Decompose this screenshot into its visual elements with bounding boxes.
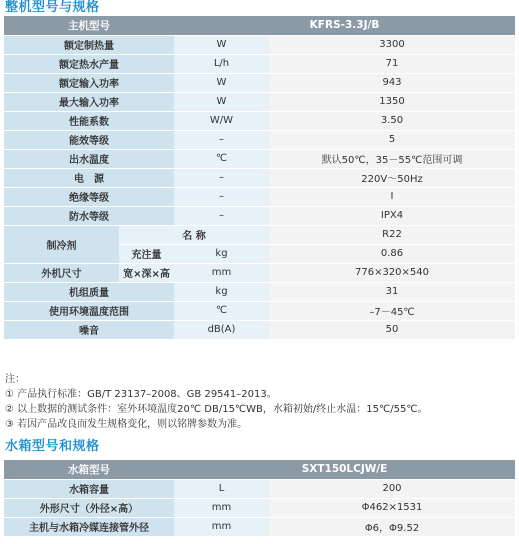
row-label: 最大输入功率 [4, 92, 174, 111]
row-unit: L [174, 479, 269, 498]
row-unit: ℃ [174, 149, 269, 168]
row-value: IPX4 [269, 206, 515, 225]
outdoor-size-unit: mm [174, 263, 269, 282]
table-row [4, 517, 515, 536]
row-unit: W/W [174, 111, 269, 130]
table-row-outdoor-size [4, 263, 515, 282]
table-row [4, 282, 515, 301]
refrigerant-name-label: 名 称 [119, 225, 269, 244]
row-unit: mm [174, 517, 269, 536]
table-row [4, 168, 515, 187]
header-label: 主机型号 [4, 16, 174, 35]
row-value: 3300 [269, 35, 515, 54]
row-label: 出水温度 [4, 149, 174, 168]
outdoor-size-value: 776×320×540 [269, 263, 515, 282]
table-row [4, 187, 515, 206]
table-row [4, 301, 515, 320]
row-label: 额定输入功率 [4, 73, 174, 92]
row-unit: mm [174, 498, 269, 517]
row-value: 5 [269, 130, 515, 149]
header-model-value: KFRS-3.3J/B [174, 16, 515, 35]
row-label: 性能系数 [4, 111, 174, 130]
note-item: ② 以上数据的测试条件：室外环境温度20℃ DB/15℃WB，水箱初始/终止水温：15℃/55℃。 [5, 404, 428, 415]
row-value: I [269, 187, 515, 206]
note-item: ① 产品执行标准：GB/T 23137–2008、GB 29541–2013。 [5, 389, 277, 400]
table-row [4, 479, 515, 498]
row-value: 50 [269, 320, 515, 339]
outdoor-size-label: 外机尺寸 [4, 263, 119, 282]
row-label: 额定制热量 [4, 35, 174, 54]
row-value: Φ6，Φ9.52 [269, 517, 515, 536]
row-value: 31 [269, 282, 515, 301]
row-unit: – [174, 130, 269, 149]
row-label: 水箱容量 [4, 479, 174, 498]
row-label: 使用环境温度范围 [4, 301, 174, 320]
row-unit: L/h [174, 54, 269, 73]
refrigerant-charge-unit: kg [174, 244, 269, 263]
row-unit: dB(A) [174, 320, 269, 339]
row-value: 1350 [269, 92, 515, 111]
refrigerant-label: 制冷剂 [4, 225, 119, 263]
table-row [4, 130, 515, 149]
table-row [4, 320, 515, 339]
note-item: ③ 若因产品改良而发生规格变化，则以铭牌参数为准。 [5, 419, 248, 430]
row-value: –7－45℃ [269, 301, 515, 320]
table-row [4, 73, 515, 92]
row-label: 主机与水箱冷媒连接管外径 [4, 517, 174, 536]
notes-block [5, 372, 428, 432]
outdoor-size-sub: 宽×深×高 [119, 263, 174, 282]
header-model-value: SXT150LCJW/E [174, 460, 515, 479]
table-row [4, 35, 515, 54]
section-title-tank-spec: 水箱型号和规格 [5, 439, 100, 454]
row-unit: W [174, 92, 269, 111]
table-row [4, 149, 515, 168]
row-value: 71 [269, 54, 515, 73]
row-unit: – [174, 206, 269, 225]
row-label: 噪音 [4, 320, 174, 339]
table-row [4, 206, 515, 225]
table-header-row [4, 460, 515, 479]
table-row-refrigerant-name [4, 225, 515, 244]
row-value: 220V～50Hz [269, 168, 515, 187]
table-row [4, 498, 515, 517]
refrigerant-name-value: R22 [269, 225, 515, 244]
table-row [4, 54, 515, 73]
row-unit: – [174, 168, 269, 187]
row-value: Φ462×1531 [269, 498, 515, 517]
row-value: 3.50 [269, 111, 515, 130]
row-label: 机组质量 [4, 282, 174, 301]
refrigerant-charge-label: 充注量 [119, 244, 174, 263]
row-value: 默认50℃，35－55℃范围可调 [269, 149, 515, 168]
row-unit: kg [174, 282, 269, 301]
header-label: 水箱型号 [4, 460, 174, 479]
row-unit: ℃ [174, 301, 269, 320]
row-unit: W [174, 35, 269, 54]
row-unit: – [174, 187, 269, 206]
notes-heading: 注： [5, 374, 25, 385]
row-unit: W [174, 73, 269, 92]
row-label: 额定热水产量 [4, 54, 174, 73]
row-label: 防水等级 [4, 206, 174, 225]
row-label: 电 源 [4, 168, 174, 187]
row-value: 200 [269, 479, 515, 498]
table-header-row [4, 16, 515, 35]
row-label: 绝缘等级 [4, 187, 174, 206]
tank-spec-table [4, 460, 515, 537]
row-label: 能效等级 [4, 130, 174, 149]
table-row [4, 92, 515, 111]
table-row [4, 111, 515, 130]
row-label: 外形尺寸（外径×高） [4, 498, 174, 517]
row-value: 943 [269, 73, 515, 92]
refrigerant-charge-value: 0.86 [269, 244, 515, 263]
section-title-unit-spec: 整机型号与规格 [5, 0, 100, 15]
unit-spec-table [4, 16, 515, 340]
